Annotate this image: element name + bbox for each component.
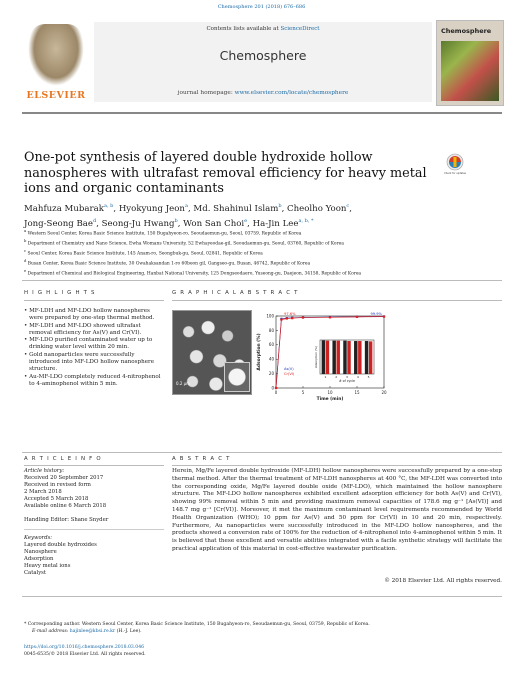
inset-bar-cr <box>347 341 350 374</box>
x-tick-label: 15 <box>354 390 360 395</box>
highlight-item: • MF-LDH and MF-LDO showed ultrafast removal efficiency for As(V) and Cr(VI). <box>24 322 142 336</box>
journal-reference[interactable]: Chemosphere 201 (2018) 676–686 <box>217 4 306 10</box>
inset-tick-label: 2 <box>335 375 338 379</box>
sem-inset-image <box>224 362 250 392</box>
homepage-link[interactable]: www.elsevier.com/locate/chemosphere <box>234 90 349 96</box>
info-divider <box>24 524 164 530</box>
author-list <box>24 200 494 230</box>
inset-bar-cr <box>326 341 329 374</box>
y-tick-label: 40 <box>268 356 274 362</box>
inset-bar-as <box>343 341 346 374</box>
y-tick-label: 100 <box>266 313 274 319</box>
author-affiliation-marker[interactable]: d <box>93 217 97 224</box>
history-item: 2 March 2018 <box>24 489 62 496</box>
email-line <box>24 629 502 636</box>
doi-link[interactable]: https://doi.org/10.1016/j.chemosphere.2018.03.046 <box>24 645 145 650</box>
sem-scale-label: 0.2 μm <box>176 381 191 386</box>
inset-tick-label: 1 <box>324 375 327 379</box>
data-point <box>275 387 277 389</box>
highlights-heading: H I G H L I G H T S <box>24 290 96 296</box>
annotation-label: 99.9% <box>370 312 382 316</box>
history-item: Received 20 September 2017 <box>24 475 104 482</box>
crossmark-label: Check for updates <box>444 172 466 175</box>
corresponding-footnote <box>24 622 502 635</box>
cover-title: Chemosphere <box>441 27 492 35</box>
journal-homepage <box>94 90 432 96</box>
affiliation-text: Department of Chemistry and Nano Science, Ewha Womans University, 52 Ewhayeodae-gil, Seoudaemun-gu, Seoul, 03760, Republic of Korea <box>27 241 344 247</box>
affiliation <box>24 258 502 268</box>
data-point <box>286 317 288 319</box>
keyword: Layered double hydroxides <box>24 541 97 548</box>
author[interactable]: Jong-Seong Bae <box>24 218 93 229</box>
x-tick-label: 10 <box>327 390 333 395</box>
inset-bar-as <box>322 340 325 374</box>
legend-entry: As(V) <box>284 367 294 371</box>
x-axis-label: Time (min) <box>316 397 344 402</box>
legend-entry: Cr(VI) <box>284 372 295 376</box>
article-info-rule <box>24 465 164 466</box>
inset-bar-as <box>332 341 335 374</box>
keyword: Nanosphere <box>24 548 57 555</box>
keyword: Heavy metal ions <box>24 563 71 570</box>
keywords-label: Keywords: <box>24 534 53 541</box>
abstract-paragraph: Herein, Mg/Fe layered double hydroxide (MF-LDH) hollow nanospheres were successfully prepared by a one-step thermal method. After the thermal treatment of MF-LDH nanospheres at 400 °C, the MF-LDH was converted into the corresponding oxide, Mg/Fe layered double oxide (MF-LDO), which maintained the hollow nanosphere structure. The MF-LDO hollow nanospheres exhibited excellent adsorption efficiency for both As(V) and Cr(VI), showing 99% removal within 5 min and providing maximum removal capacities of 178.6 mg g⁻¹ [As(VI)] and 148.7 mg g⁻¹ [Cr(VI)]. Moreover, it met the maximum contaminant level requirements recommended by World Health Organization (WHO); 10 ppm for As(V) and 50 ppm for Cr(VI) in 10 and 20 min, respectively. Furthermore, Au nanoparticles were successfully introduced in the MF-LDO hollow nanospheres, and the products showed a conversion rate of 100% for the reduction of 4-nitrophenol into 4-aminophenol within 5 min. It is believed that these excellent and versatile abilities integrated with a facile synthetic strategy will facilitate the practical application of this material in cost-effective wastewater purification. <box>172 468 502 552</box>
crossmark-icon[interactable] <box>444 153 466 175</box>
inset-bar-cr <box>369 341 372 374</box>
y-tick-label: 0 <box>271 385 274 391</box>
masthead-divider <box>22 112 502 114</box>
affiliation-text: Busan Center, Korea Basic Science Institute, 30 Gwahaksandan 1-ro 60beon gil, Gangseo-gu, Busan, 46742, Republic of Korea <box>27 261 311 267</box>
highlight-text: Gold nanoparticles were successfully introduced into MF-LDO hollow nanosphere structure. <box>29 351 155 373</box>
affiliation-marker: e <box>24 269 27 274</box>
abstract-body <box>172 468 502 554</box>
history-item: Received in revised form <box>24 482 91 489</box>
authors-line-2: Jong-Seong Bae$^d$, Seong-Ju Hwang$^b$, Won San Choi$^e$, Ha-Jin Lee$^{a, b, *}$ <box>24 217 314 229</box>
author[interactable]: Mahfuza Mubarak <box>24 203 104 214</box>
data-point <box>383 315 385 317</box>
author[interactable]: Won San Choi <box>183 218 245 229</box>
x-tick-label: 0 <box>274 390 278 395</box>
data-point <box>302 316 304 318</box>
article-title: One-pot synthesis of layered double hydroxide hollow nanospheres with ultrafast removal efficiency for heavy metal ions and organic contaminants <box>24 150 427 196</box>
affiliation-marker: d <box>24 259 27 264</box>
y-axis-label: Adsorption (%) <box>257 333 262 371</box>
journal-name: Chemosphere <box>219 48 307 63</box>
author-affiliation-marker[interactable]: b <box>278 203 282 209</box>
author[interactable]: Ha-Jin Lee <box>252 218 299 229</box>
history-item: Available online 6 March 2018 <box>24 503 107 510</box>
data-point <box>356 316 358 318</box>
issn-line: 0045-6535/© 2018 Elsevier Ltd. All rights reserved. <box>24 651 146 657</box>
abstract-heading: A B S T R A C T <box>172 456 231 462</box>
article-info <box>24 468 164 577</box>
copyright-notice: © 2018 Elsevier Ltd. All rights reserved. <box>384 578 502 584</box>
author[interactable]: Cheolho Yoon <box>287 203 347 214</box>
author-affiliation-marker[interactable]: c <box>346 203 350 209</box>
affiliation <box>24 268 502 278</box>
highlight-item: • Gold nanoparticles were successfully introduced into MF-LDO hollow nanosphere structure. <box>24 351 155 373</box>
section-divider <box>22 596 502 597</box>
affiliation <box>24 228 502 238</box>
corresponding-author-note: * Corresponding author. Western Seoul Center, Korea Basic Science Institute, 150 Bugahyeon-ro, Seoudaemun-gu, Seoul, 03759, Republic of Korea. <box>24 622 370 627</box>
author-affiliation-marker[interactable]: b <box>174 217 178 224</box>
author[interactable]: Seong-Ju Hwang <box>101 218 175 229</box>
inset-tick-label: 4 <box>356 375 359 379</box>
inset-bar-cr <box>337 341 340 374</box>
email-suffix: (H.-J. Lee). <box>115 628 142 634</box>
highlight-text: MF-LDH and MF-LDO hollow nanospheres were prepared by one-step thermal method. <box>29 308 155 322</box>
highlight-text: MF-LDH and MF-LDO showed ultrafast removal efficiency for As(V) and Cr(VI). <box>29 322 142 336</box>
affiliation <box>24 248 502 258</box>
graphical-abstract-rule <box>172 300 502 301</box>
data-point <box>329 316 331 318</box>
sciencedirect-link[interactable]: ScienceDirect <box>280 26 320 32</box>
highlight-item: • MF-LDH and MF-LDO hollow nanospheres were prepared by one-step thermal method. <box>24 308 155 322</box>
inset-bar-as <box>354 341 357 374</box>
bottom-references <box>24 645 502 658</box>
y-tick-label: 80 <box>268 327 274 333</box>
x-tick-label: 20 <box>381 390 387 395</box>
annotation-label: 97.6% <box>284 312 296 316</box>
email-link[interactable]: hajinlee@kbsi.re.kr <box>69 628 116 634</box>
affiliation-text: Department of Chemical and Biological Engineering, Hanbat National University, 125 Dongseodaero, Yuseong-gu, Daejeon, 34158, Republic of Korea <box>27 271 362 277</box>
adsorption-chart <box>254 308 394 406</box>
affiliation-list <box>24 228 502 278</box>
affiliation-marker: a <box>24 229 27 233</box>
contents-prefix: Contents lists available at <box>206 26 281 32</box>
author[interactable]: Hyokyung Jeon <box>118 203 185 214</box>
cover-image <box>441 41 499 101</box>
keyword: Adsorption <box>24 555 54 562</box>
data-point <box>280 319 282 321</box>
inset-tick-label: 5 <box>367 375 370 379</box>
highlight-item: • MF-LDO purified contaminated water up to drinking water level within 20 min. <box>24 337 153 351</box>
email-label: E-mail address: <box>32 628 70 634</box>
inset-bar-cr <box>358 341 361 374</box>
x-tick-label: 5 <box>301 390 305 395</box>
inset-y-label: Adsorption (%) <box>314 345 318 369</box>
article-info-heading: A R T I C L E I N F O <box>24 456 102 462</box>
affiliation-text: Western Seoul Center, Korea Basic Science Institute, 150 Bugahyeon-ro, Seoudaemun-gu, Seoul, 03759, Republic of Korea <box>27 231 302 237</box>
highlights-rule <box>24 300 164 301</box>
elsevier-logo[interactable] <box>22 20 90 104</box>
data-point <box>291 317 293 319</box>
highlights-list <box>24 308 164 388</box>
author-affiliation-marker[interactable]: e <box>244 217 248 224</box>
affiliation-marker: b <box>24 239 27 244</box>
affiliation-text: Seoul Center, Korea Basic Science Institute, 145 Anam-ro, Seongbuk-gu, Seoul, 02841, Republic of Korea <box>27 251 263 257</box>
inset-bar-as <box>365 341 368 374</box>
history-label: Article history: <box>24 468 65 474</box>
highlight-text: MF-LDO purified contaminated water up to drinking water level within 20 min. <box>29 337 153 351</box>
abstract-rule <box>172 465 502 466</box>
author-affiliation-marker[interactable]: a, b, * <box>298 217 314 224</box>
keyword: Catalyst <box>24 570 47 577</box>
history-item: Accepted 5 March 2018 <box>24 496 89 503</box>
highlight-text: Au-MF-LDO completely reduced 4-nitrophenol to 4-aminophenol within 5 min. <box>29 373 161 387</box>
inset-x-label: # of cycle <box>338 379 356 383</box>
author-affiliation-marker[interactable]: a <box>184 203 188 209</box>
y-tick-label: 20 <box>268 371 274 376</box>
section-divider <box>22 280 502 281</box>
publisher-name: ELSEVIER <box>26 90 86 101</box>
elsevier-tree-icon <box>28 24 84 86</box>
highlight-item: • Au-MF-LDO completely reduced 4-nitrophenol to 4-aminophenol within 5 min. <box>24 373 161 387</box>
graphical-abstract-heading: G R A P H I C A L A B S T R A C T <box>172 290 299 296</box>
affiliation <box>24 238 502 248</box>
journal-header-box <box>94 22 432 102</box>
y-tick-label: 60 <box>268 342 274 348</box>
homepage-prefix: journal homepage: <box>177 90 235 96</box>
authors-line-1: Mahfuza Mubarak$^{a, b}$, Hyokyung Jeon$^a$, Md. Shahinul Islam$^b$, Cheolho Yoon$^c$, <box>24 203 352 214</box>
inset-tick-label: 3 <box>346 375 348 379</box>
affiliation-marker: c <box>24 249 27 254</box>
section-divider <box>22 452 502 453</box>
journal-masthead <box>22 20 502 106</box>
handling-editor: Handling Editor: Shane Snyder <box>24 516 109 523</box>
contents-line <box>94 26 432 32</box>
author[interactable]: Md. Shahinul Islam <box>193 203 279 214</box>
author-affiliation-marker[interactable]: a, b <box>103 203 114 209</box>
journal-cover[interactable] <box>436 20 504 106</box>
